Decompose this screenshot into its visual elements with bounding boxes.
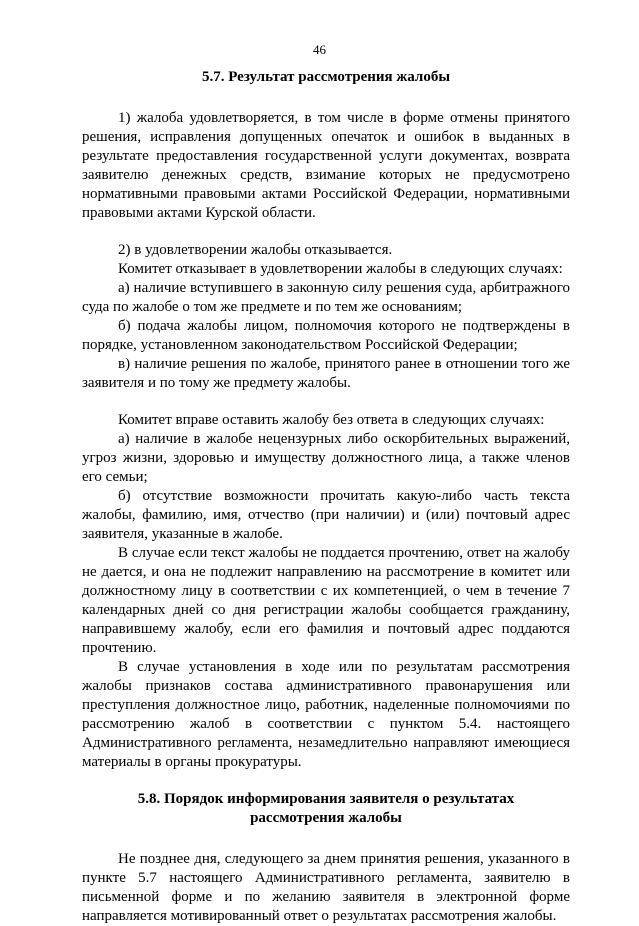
list-item: б) отсутствие возможности прочитать какую-либо часть текста жалобы, фамилию, имя, отчество (при наличии) и (или) почтовый адрес заявителя, указанные в жалобе. [82, 488, 570, 542]
page-number: 46 [313, 42, 326, 57]
document-body [82, 68, 570, 926]
paragraph: 2) в удовлетворении жалобы отказывается. [118, 242, 393, 258]
paragraph: 1) жалоба удовлетворяется, в том числе в форме отмены принятого решения, исправления допущенных опечаток и ошибок в выданных в результате предоставления государственной услуги документах, возврата заявителю денежных средств, взимание которых не предусмотрено нормативными правовыми актами Российской Федерации, нормативными правовыми актами Курской области. [82, 110, 570, 221]
paragraph: В случае установления в ходе или по результатам рассмотрения жалобы признаков состава административного правонарушения или преступления должностное лицо, работник, наделенные полномочиями по рассмотрению жалоб в соответствии с пунктом 5.4. настоящего Административного регламента, незамедлительно направляют имеющиеся материалы в органы прокуратуры. [82, 659, 570, 770]
paragraph: Комитет вправе оставить жалобу без ответа в следующих случаях: [118, 412, 545, 428]
list-item: а) наличие вступившего в законную силу решения суда, арбитражного суда по жалобе о том же предмете и по тем же основаниям; [82, 280, 570, 315]
section-5-8-title-line2: рассмотрения жалобы [250, 810, 402, 826]
list-item: б) подача жалобы лицом, полномочия которого не подтверждены в порядке, установленном законодательством Российской Федерации; [82, 318, 570, 353]
section-5-8-title-line1: 5.8. Порядок информирования заявителя о результатах [137, 791, 515, 807]
paragraph: В случае если текст жалобы не поддается прочтению, ответ на жалобу не дается, и она не подлежит направлению на рассмотрение в комитет или должностному лицу в соответствии с их компетенцией, о чем в течение 7 календарных дней со дня регистрации жалобы сообщается гражданину, направившему жалобу, если его фамилия и почтовый адрес поддаются прочтению. [82, 545, 570, 656]
list-item: в) наличие решения по жалобе, принятого ранее в отношении того же заявителя и по тому же предмету жалобы. [82, 356, 570, 391]
paragraph: Не позднее дня, следующего за днем принятия решения, указанного в пункте 5.7 настоящего Административного регламента, заявителю в письменной форме и по желанию заявителя в электронной форме направляется мотивированный ответ о результатах рассмотрения жалобы. [82, 851, 570, 924]
section-5-7-title: 5.7. Результат рассмотрения жалобы [201, 69, 451, 85]
paragraph: Комитет отказывает в удовлетворении жалобы в следующих случаях: [118, 261, 563, 277]
list-item: а) наличие в жалобе нецензурных либо оскорбительных выражений, угроз жизни, здоровью и имуществу должностного лица, а также членов его семьи; [82, 431, 570, 485]
